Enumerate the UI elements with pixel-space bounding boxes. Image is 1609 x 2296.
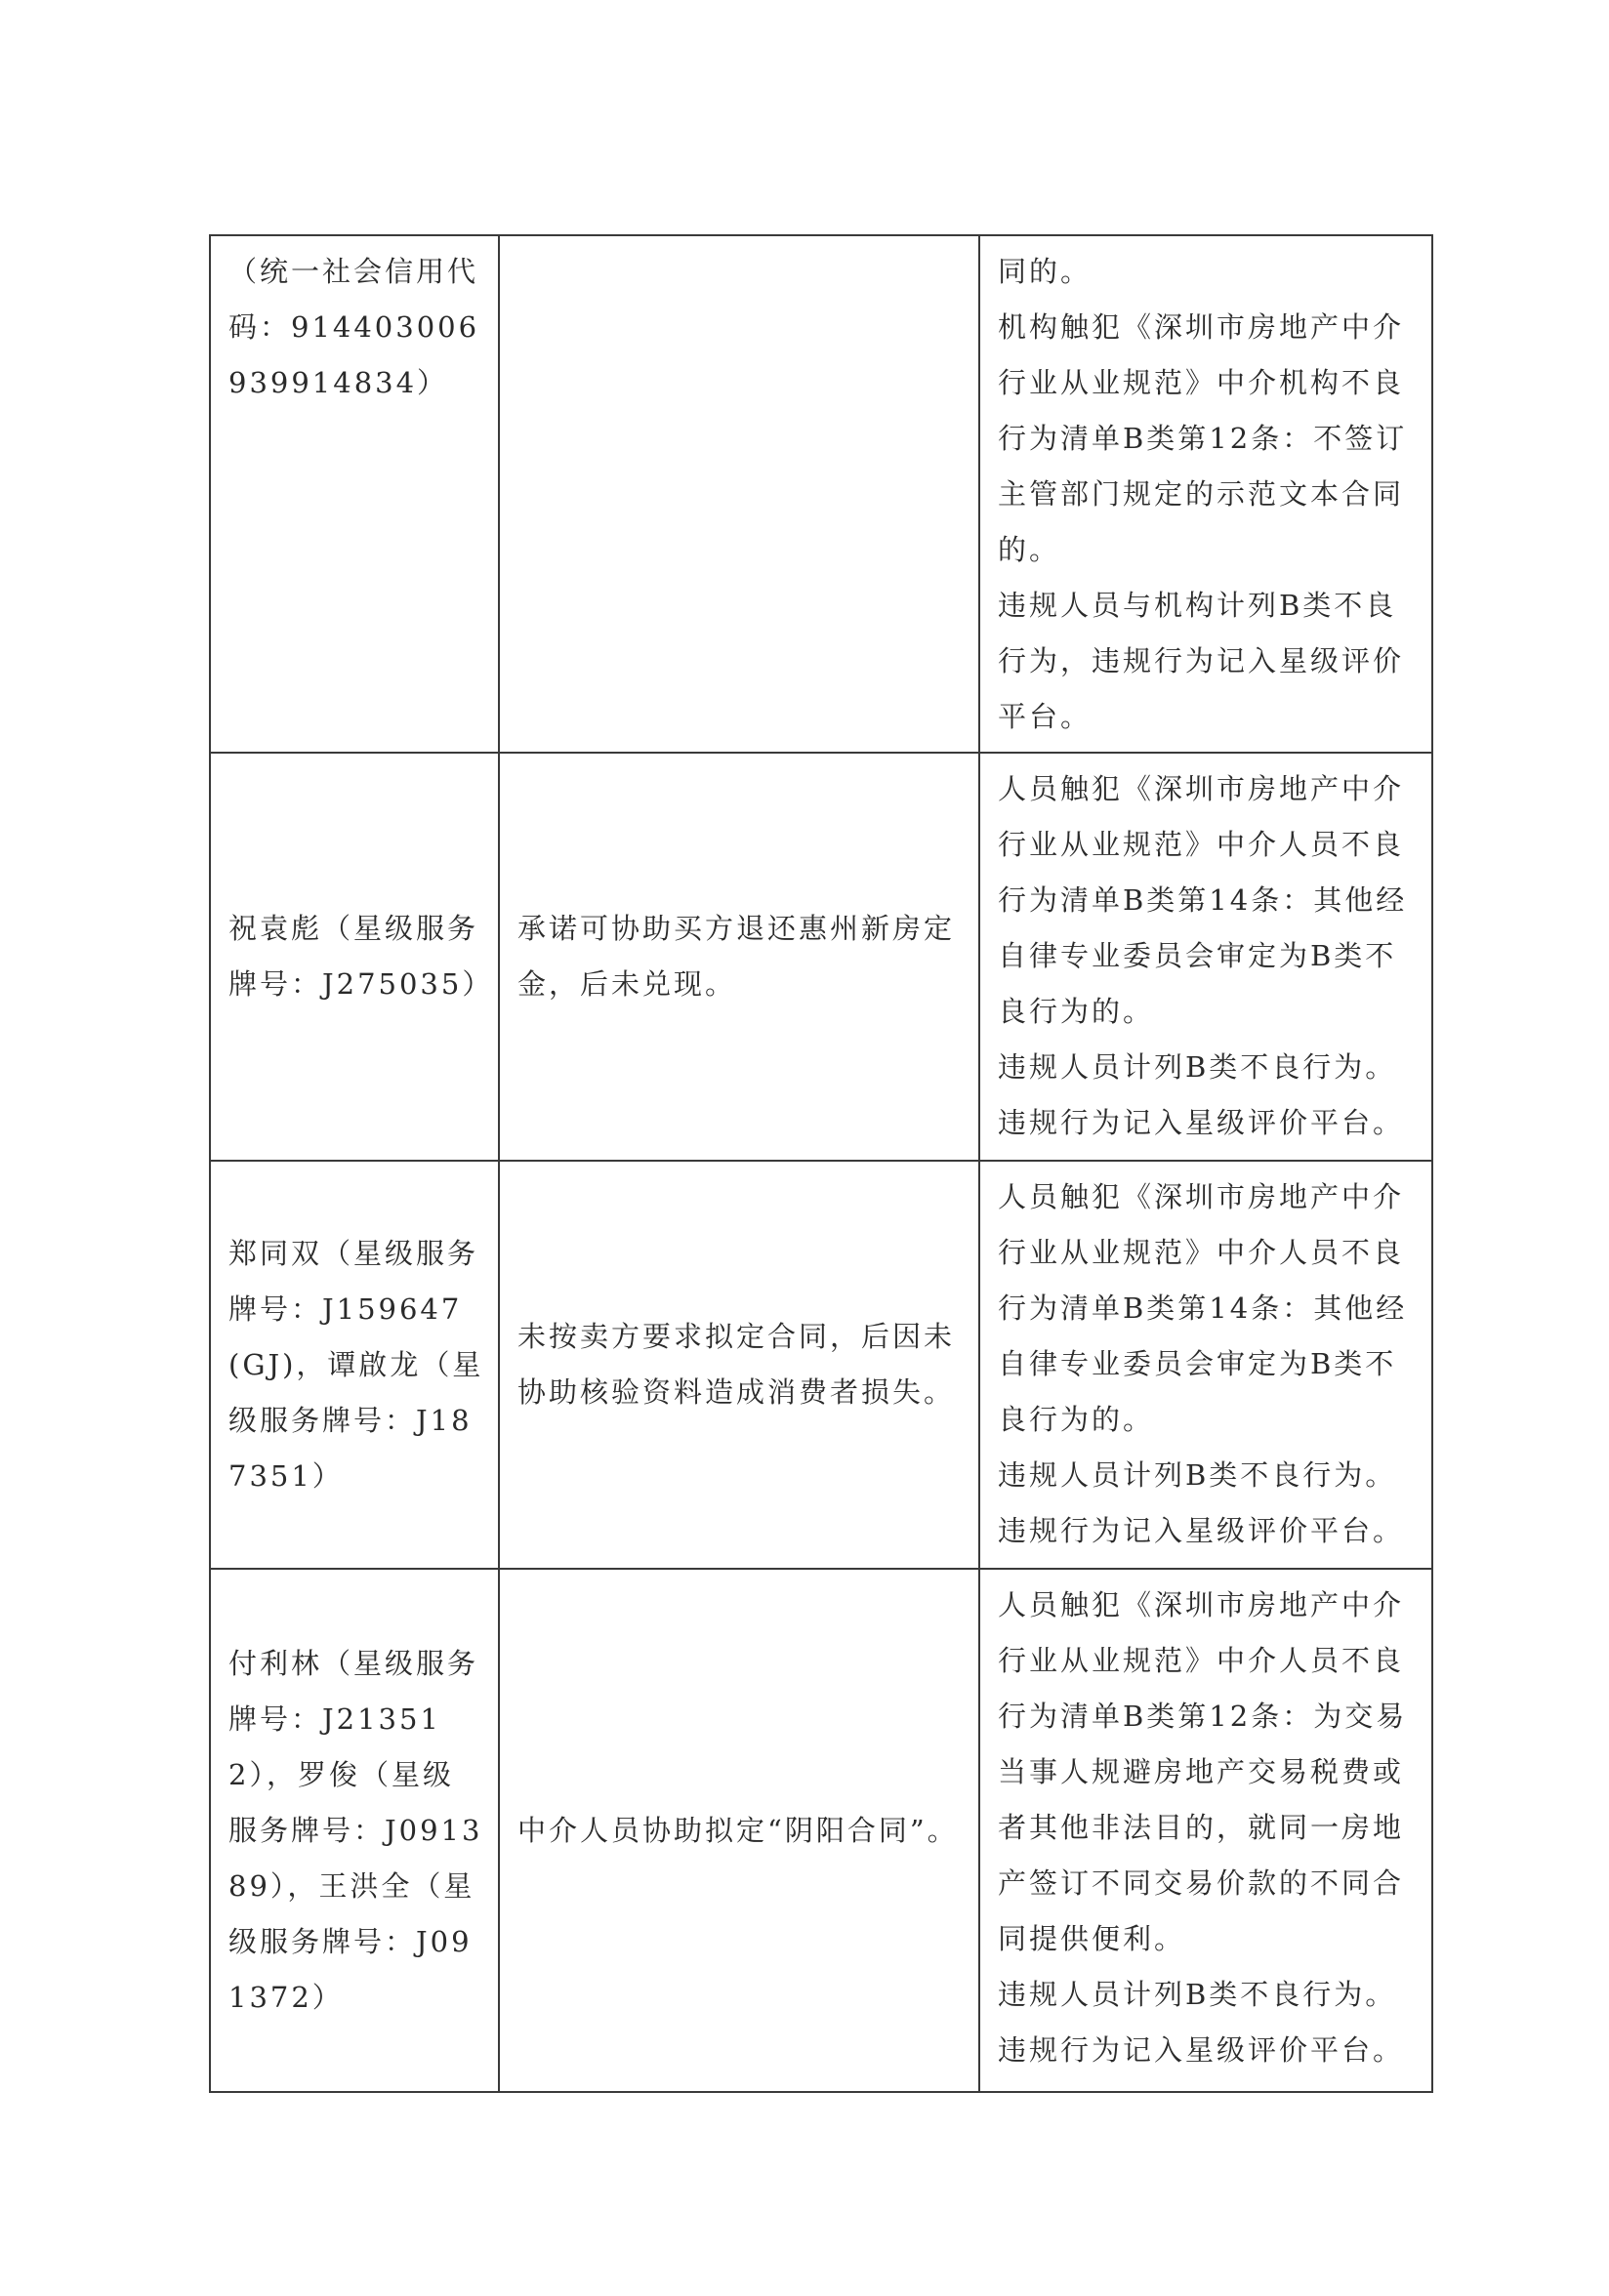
table-row — [210, 753, 1432, 1161]
fact-text: 未按卖方要求拟定合同，后因未协助核验资料造成消费者损失。 — [517, 1320, 956, 1409]
ruling-paragraph: 违规行为记入星级评价平台。 — [998, 1106, 1405, 1139]
ruling-paragraph: 人员触犯《深圳市房地产中介行业从业规范》中介人员不良行为清单B类第14条：其他经自律专业委员会审定为B类不良行为的。 — [998, 1180, 1408, 1436]
fact-cell — [499, 1569, 979, 2092]
table-row — [210, 235, 1432, 753]
ruling-cell — [979, 1161, 1432, 1569]
fact-cell — [499, 235, 979, 753]
fact-cell — [499, 1161, 979, 1569]
subject-name: 郑同双（星级服务牌号：J159647(GJ)，谭啟龙（星级服务牌号：J187351） — [228, 1236, 484, 1493]
ruling-paragraph: 机构触犯《深圳市房地产中介行业从业规范》中介机构不良行为清单B类第12条：不签订主管部门规定的示范文本合同的。 — [998, 310, 1408, 566]
ruling-paragraph: 违规人员计列B类不良行为。 — [998, 1050, 1397, 1084]
ruling-paragraph: 违规行为记入星级评价平台。 — [998, 2033, 1405, 2067]
ruling-paragraph: 违规人员计列B类不良行为。 — [998, 1978, 1397, 2011]
fact-cell — [499, 753, 979, 1161]
subject-name: 祝袁彪（星级服务牌号：J275035） — [228, 912, 494, 1001]
ruling-paragraph: 违规人员与机构计列B类不良行为，违规行为记入星级评价平台。 — [998, 589, 1405, 733]
ruling-cell — [979, 1569, 1432, 2092]
subject-name: 付利林（星级服务牌号：J213512），罗俊（星级服务牌号：J091389），王洪全（星级服务牌号：J091372） — [228, 1646, 483, 2014]
ruling-paragraph: 违规行为记入星级评价平台。 — [998, 1514, 1405, 1547]
subject-cell — [210, 1161, 499, 1569]
ruling-paragraph: 违规人员计列B类不良行为。 — [998, 1458, 1397, 1492]
fact-text: 中介人员协助拟定“阴阳合同”。 — [517, 1813, 959, 1847]
subject-name: （统一社会信用代码：914403006939914834） — [228, 255, 480, 399]
ruling-paragraph: 人员触犯《深圳市房地产中介行业从业规范》中介人员不良行为清单B类第14条：其他经自律专业委员会审定为B类不良行为的。 — [998, 772, 1408, 1028]
subject-cell — [210, 235, 499, 753]
ruling-cell — [979, 235, 1432, 753]
ruling-paragraph: 人员触犯《深圳市房地产中介行业从业规范》中介人员不良行为清单B类第12条：为交易当事人规避房地产交易税费或者其他非法目的，就同一房地产签订不同交易价款的不同合同提供便利。 — [998, 1588, 1408, 1955]
ruling-paragraph: 同的。 — [998, 255, 1093, 288]
table-row — [210, 1161, 1432, 1569]
ruling-cell — [979, 753, 1432, 1161]
fact-text: 承诺可协助买方退还惠州新房定金，后未兑现。 — [517, 912, 956, 1001]
subject-cell — [210, 753, 499, 1161]
table-row — [210, 1569, 1432, 2092]
subject-cell — [210, 1569, 499, 2092]
violation-table — [209, 234, 1433, 2093]
